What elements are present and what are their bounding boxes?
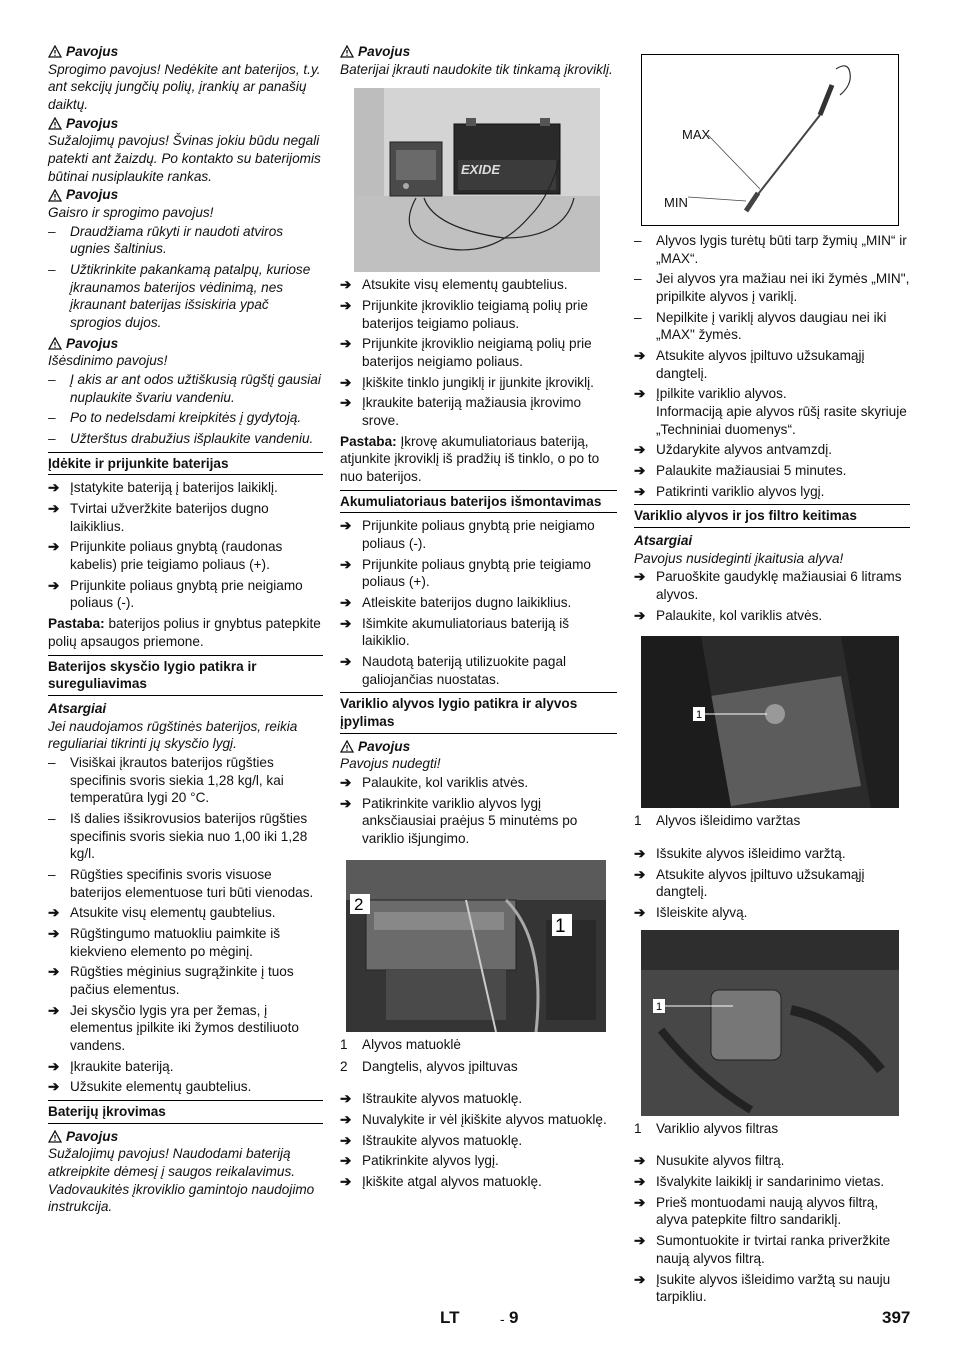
- warning-triangle-icon: [48, 1130, 62, 1143]
- warning-text: Pavojus nudegti!: [340, 756, 441, 772]
- footer-language: LT: [440, 1308, 460, 1327]
- step-item: ➔ Jei skysčio lygis yra per žemas, į elementus įpilkite iki žymos destiliuoto vandens.: [48, 1002, 299, 1053]
- list-item: – Alyvos lygis turėtų būti tarp žymių „MIN“ ir „MAX“.: [634, 233, 907, 266]
- arrow-right-icon: ➔: [634, 866, 646, 882]
- arrow-right-icon: ➔: [634, 483, 646, 499]
- section-heading: Variklio alyvos lygio patikra ir alyvos įpylimas: [340, 692, 617, 733]
- step-item: ➔ Užsukite elementų gaubtelius.: [48, 1079, 252, 1095]
- step-item: ➔ Įkiškite tinklo jungiklį ir įjunkite įkroviklį.: [340, 374, 594, 390]
- arrow-right-icon: ➔: [340, 795, 352, 811]
- step-item: ➔ Atsukite visų elementų gaubtelius.: [340, 277, 568, 293]
- caution-text: Jei naudojamos rūgštinės baterijos, reikia reguliariai tikrinti jų skysčio lygį.: [48, 718, 298, 752]
- warning-title: Pavojus: [66, 44, 119, 59]
- figure-caption: 2 Dangtelis, alyvos įpiltuvas: [340, 1058, 518, 1074]
- step-item: ➔ Uždarykite alyvos antvamzdį.: [634, 442, 833, 458]
- arrow-right-icon: ➔: [340, 556, 352, 572]
- arrow-right-icon: ➔: [340, 518, 352, 534]
- arrow-right-icon: ➔: [48, 1002, 60, 1018]
- warning-text: Gaisro ir sprogimo pavojus!: [48, 205, 214, 221]
- warning-title: Pavojus: [358, 44, 411, 59]
- note: Pastaba: baterijos polius ir gnybtus patepkite polių apsaugos priemone.: [48, 616, 321, 649]
- footer-page-number: 397: [882, 1308, 911, 1327]
- column-2: [340, 42, 617, 1194]
- step-item: ➔ Palaukite, kol variklis atvės.: [634, 607, 823, 623]
- callout-1: 1: [656, 1000, 663, 1013]
- arrow-right-icon: ➔: [340, 654, 352, 670]
- step-item: ➔ Sumontuokite ir tvirtai ranka priveržkite naują alyvos filtrą.: [634, 1233, 891, 1266]
- step-item: ➔ Įkraukite bateriją mažiausia įkrovimo srove.: [340, 395, 582, 429]
- step-item: ➔ Prijunkite poliaus gnybtą prie neigiamo poliaus (-).: [48, 577, 303, 611]
- dipstick-diagram: [641, 54, 899, 226]
- oil-filter-illustration: [641, 930, 899, 1116]
- warning-triangle-icon: [48, 189, 62, 202]
- caution-title: Atsargiai: [48, 700, 107, 716]
- caution-title: Atsargiai: [634, 533, 693, 549]
- footer-local-page: 9: [509, 1308, 519, 1327]
- arrow-right-icon: ➔: [634, 1233, 646, 1249]
- arrow-right-icon: ➔: [340, 615, 352, 631]
- step-item: ➔ Įkraukite bateriją.: [48, 1058, 174, 1074]
- dipstick-illustration: [642, 55, 898, 225]
- warning-triangle-icon: [48, 337, 62, 350]
- section-heading: Baterijos skysčio lygio patikra ir sureguliavimas: [48, 655, 323, 696]
- arrow-right-icon: ➔: [340, 1132, 352, 1148]
- step-item: ➔ Patikrinkite alyvos lygį.: [340, 1153, 499, 1169]
- drain-screw-photo: [641, 636, 899, 808]
- warning-triangle-icon: [48, 117, 62, 130]
- arrow-right-icon: ➔: [340, 336, 352, 352]
- step-item: ➔ Paruoškite gaudyklę mažiausiai 6 litrams alyvos.: [634, 569, 902, 603]
- callout-1: 1: [555, 915, 566, 937]
- step-item: ➔ Ištraukite alyvos matuoklę.: [340, 1132, 523, 1148]
- engine-photo: [346, 860, 606, 1032]
- list-item: – Iš dalies išsikrovusios baterijos rūgšties specifinis svoris siekia nuo 1,00 iki 1,28 kg/l.: [48, 810, 308, 862]
- step-item: ➔ Palaukite mažiausiai 5 minutes.: [634, 463, 847, 479]
- step-item: ➔ Prijunkite poliaus gnybtą prie neigiamo poliaus (-).: [340, 518, 595, 552]
- section-heading: Baterijų įkrovimas: [48, 1100, 323, 1124]
- section-heading: Įdėkite ir prijunkite baterijas: [48, 452, 323, 476]
- arrow-right-icon: ➔: [340, 1173, 352, 1189]
- list-item: – Visiškai įkrautos baterijos rūgšties specifinis svoris siekia 1,28 kg/l, kai temperatūra lygi 20 °C.: [48, 754, 284, 806]
- warning-heading: [48, 186, 323, 204]
- arrow-right-icon: ➔: [634, 348, 646, 364]
- dipstick-max-label: MAX: [682, 127, 711, 142]
- arrow-right-icon: ➔: [634, 1194, 646, 1210]
- arrow-right-icon: ➔: [48, 925, 60, 941]
- caution-text: Pavojus nusideginti įkaitusia alyva!: [634, 550, 844, 566]
- drain-screw-illustration: [641, 636, 899, 808]
- arrow-right-icon: ➔: [634, 1153, 646, 1169]
- warning-text: Sprogimo pavojus! Nedėkite ant baterijos, t.y. ant sekcijų jungčių polių, įrankių ar panašių daiktų.: [48, 61, 321, 113]
- arrow-right-icon: ➔: [48, 964, 60, 980]
- step-item: ➔ Prijunkite poliaus gnybtą (raudonas kabelis) prie teigiamo poliaus (+).: [48, 539, 283, 573]
- callout-2: 2: [354, 894, 364, 914]
- section-heading: Variklio alyvos ir jos filtro keitimas: [634, 504, 910, 528]
- step-item: ➔ Patikrinti variklio alyvos lygį.: [634, 483, 825, 499]
- arrow-right-icon: ➔: [48, 905, 60, 921]
- arrow-right-icon: ➔: [634, 846, 646, 862]
- list-item: – Jei alyvos yra mažiau nei iki žymės „MIN", pripilkite alyvos į variklį.: [634, 271, 910, 305]
- arrow-right-icon: ➔: [340, 277, 352, 293]
- footer-separator: -: [500, 1311, 505, 1327]
- figure-caption: 1 Variklio alyvos filtras: [634, 1120, 779, 1136]
- arrow-right-icon: ➔: [48, 501, 60, 517]
- column-1: [48, 42, 323, 1217]
- figure-caption: 1 Alyvos matuoklė: [340, 1036, 461, 1052]
- arrow-right-icon: ➔: [340, 298, 352, 314]
- arrow-right-icon: ➔: [48, 480, 60, 496]
- step-item: ➔ Nuvalykite ir vėl įkiškite alyvos matuoklę.: [340, 1111, 607, 1127]
- step-item: ➔ Prieš montuodami naują alyvos filtrą, alyva patepkite filtro sandariklį.: [634, 1194, 879, 1228]
- step-item: ➔ Įsukite alyvos išleidimo varžtą su nauju tarpikliu.: [634, 1271, 891, 1305]
- step-item: ➔ Prijunkite poliaus gnybtą prie teigiamo poliaus (+).: [340, 556, 591, 590]
- warning-title: Pavojus: [66, 1128, 119, 1144]
- list-item: – Rūgšties specifinis svoris visuose baterijos elementuose turi būti vienodas.: [48, 866, 314, 900]
- step-item: ➔ Atsukite visų elementų gaubtelius.: [48, 905, 276, 921]
- arrow-right-icon: ➔: [634, 569, 646, 585]
- arrow-right-icon: ➔: [340, 595, 352, 611]
- warning-text: Baterijai įkrauti naudokite tik tinkamą įkroviklį.: [340, 61, 613, 77]
- list-item: – Užterštus drabužius išplaukite vandeniu.: [48, 431, 314, 447]
- arrow-right-icon: ➔: [48, 577, 60, 593]
- list-item: – Nepilkite į variklį alyvos daugiau nei iki „MAX" žymės.: [634, 309, 887, 343]
- list-item: – Užtikrinkite pakankamą patalpų, kuriose įkraunamos baterijos vėdinimą, nes įkraunant baterijas išsiskiria ypač sprogios dujos.: [48, 262, 311, 331]
- step-item: ➔ Nusukite alyvos filtrą.: [634, 1153, 785, 1169]
- arrow-right-icon: ➔: [340, 395, 352, 411]
- warning-heading: [48, 335, 323, 353]
- battery-brand-label: EXIDE: [461, 162, 501, 178]
- warning-triangle-icon: [340, 740, 354, 753]
- arrow-right-icon: ➔: [340, 775, 352, 791]
- warning-text: Sužalojimų pavojus! Naudodami bateriją atkreipkite dėmesį į saugos reikalavimus. Vadovaukitės įkroviklio gamintojo naudojimo instrukcija.: [48, 1146, 315, 1215]
- warning-heading: [48, 1128, 323, 1146]
- warning-heading: [48, 43, 323, 61]
- warning-text: Sužalojimų pavojus! Švinas jokiu būdu negali patekti ant žaizdų. Po kontakto su baterijomis būtinai nusiplaukite rankas.: [48, 133, 321, 184]
- step-item: ➔ Palaukite, kol variklis atvės.: [340, 775, 529, 791]
- callout-1: 1: [696, 709, 703, 722]
- engine-illustration: [346, 860, 606, 1032]
- section-heading: Akumuliatoriaus baterijos išmontavimas: [340, 490, 617, 514]
- oil-filter-photo: [641, 930, 899, 1116]
- warning-title: Pavojus: [66, 115, 119, 131]
- step-item: ➔ Atleiskite baterijos dugno laikiklius.: [340, 595, 572, 611]
- step-item: ➔ Naudotą bateriją utilizuokite pagal galiojančias nuostatas.: [340, 654, 567, 687]
- warning-heading: [340, 43, 617, 61]
- warning-heading: [340, 738, 617, 756]
- list-item: – Draudžiama rūkyti ir naudoti atviros ugnies šaltinius.: [48, 223, 284, 257]
- warning-heading: [48, 115, 323, 133]
- list-item: – Po to nedelsdami kreipkitės į gydytoją.: [48, 410, 302, 426]
- arrow-right-icon: ➔: [48, 1079, 60, 1095]
- step-item: ➔ Įpilkite variklio alyvos. Informaciją apie alyvos rūšį rasite skyriuje „Techniniai duomenys“.: [634, 386, 907, 437]
- arrow-right-icon: ➔: [634, 442, 646, 458]
- arrow-right-icon: ➔: [48, 539, 60, 555]
- step-item: ➔ Atsukite alyvos įpiltuvo užsukamąjį dangtelį.: [634, 348, 865, 381]
- arrow-right-icon: ➔: [634, 607, 646, 623]
- arrow-right-icon: ➔: [634, 386, 646, 402]
- list-item: – Į akis ar ant odos užtiškusią rūgštį gausiai nuplaukite švariu vandeniu.: [48, 372, 321, 405]
- arrow-right-icon: ➔: [634, 1271, 646, 1287]
- arrow-right-icon: ➔: [634, 463, 646, 479]
- step-item: ➔ Patikrinkite variklio alyvos lygį anksčiausiai praėjus 5 minutėms po variklio išjungimo.: [340, 795, 578, 847]
- step-item: ➔ Išleiskite alyvą.: [634, 905, 748, 921]
- figure-caption: 1 Alyvos išleidimo varžtas: [634, 813, 801, 829]
- warning-triangle-icon: [340, 45, 354, 58]
- note: Pastaba: Įkrovę akumuliatoriaus bateriją, atjunkite įkroviklį iš pradžių iš tinklo, o po to nuo baterijos.: [340, 433, 600, 485]
- warning-title: Pavojus: [66, 187, 119, 203]
- step-item: ➔ Įstatykite bateriją į baterijos laikiklį.: [48, 480, 278, 496]
- arrow-right-icon: ➔: [340, 374, 352, 390]
- step-item: ➔ Atsukite alyvos įpiltuvo užsukamąjį dangtelį.: [634, 866, 865, 900]
- arrow-right-icon: ➔: [340, 1153, 352, 1169]
- column-3: [634, 42, 910, 1309]
- step-item: ➔ Tvirtai užveržkite baterijos dugno laikiklius.: [48, 501, 269, 534]
- warning-text: Išėsdinimo pavojus!: [48, 353, 168, 369]
- step-item: ➔ Rūgšties mėginius sugrąžinkite į tuos pačius elementus.: [48, 964, 294, 997]
- step-item: ➔ Prijunkite įkroviklio teigiamą polių prie baterijos teigiamo poliaus.: [340, 298, 588, 331]
- arrow-right-icon: ➔: [340, 1091, 352, 1107]
- dipstick-min-label: MIN: [664, 195, 688, 210]
- battery-charger-photo: [354, 88, 600, 272]
- arrow-right-icon: ➔: [634, 1174, 646, 1190]
- step-item: ➔ Išsukite alyvos išleidimo varžtą.: [634, 846, 846, 862]
- warning-title: Pavojus: [66, 335, 119, 351]
- step-item: ➔ Išimkite akumuliatoriaus bateriją iš laikiklio.: [340, 615, 570, 649]
- step-item: ➔ Įkiškite atgal alyvos matuoklę.: [340, 1173, 542, 1189]
- step-item: ➔ Ištraukite alyvos matuoklę.: [340, 1091, 523, 1107]
- arrow-right-icon: ➔: [634, 905, 646, 921]
- warning-triangle-icon: [48, 45, 62, 58]
- arrow-right-icon: ➔: [340, 1111, 352, 1127]
- step-item: ➔ Rūgštingumo matuokliu paimkite iš kiekvieno elemento po mėginį.: [48, 925, 281, 959]
- battery-charger-illustration: [354, 88, 600, 272]
- step-item: ➔ Prijunkite įkroviklio neigiamą polių prie baterijos neigiamo poliaus.: [340, 336, 592, 370]
- warning-title: Pavojus: [358, 738, 411, 754]
- arrow-right-icon: ➔: [48, 1058, 60, 1074]
- step-item: ➔ Išvalykite laikiklį ir sandarinimo vietas.: [634, 1174, 885, 1190]
